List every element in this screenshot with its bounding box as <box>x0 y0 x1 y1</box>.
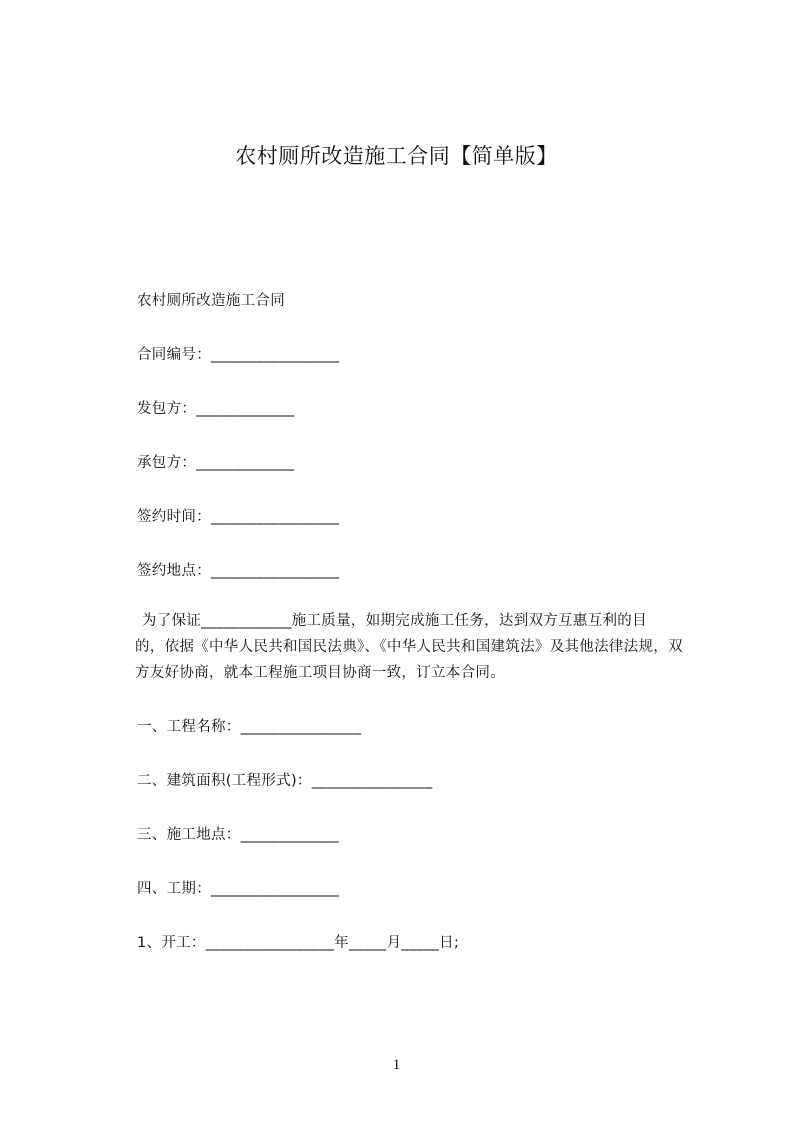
intro-line-3: 方友好协商，就本工程施工项目协商一致，订立本合同。 <box>135 665 505 681</box>
sign-place-field: 签约地点：_________________ <box>137 563 340 579</box>
section-duration: 四、工期：_________________ <box>137 881 340 897</box>
intro-paragraph <box>135 608 683 686</box>
section-project-name: 一、工程名称：________________ <box>137 719 362 735</box>
intro-line-2: 的，依据《中华人民共和国民法典》、《中华人民共和国建筑法》及其他法律法规，双 <box>135 639 683 655</box>
section-construction-site: 三、施工地点：_____________ <box>137 827 339 843</box>
sign-time-field: 签约时间：_________________ <box>137 509 340 525</box>
contract-number-field: 合同编号：_________________ <box>137 347 340 363</box>
intro-line-1: 为了保证____________施工质量，如期完成施工任务，达到双方互惠互利的目 <box>137 613 647 629</box>
contract-subtitle: 农村厕所改造施工合同 <box>137 293 285 309</box>
page-number: 1 <box>392 1057 401 1073</box>
section-building-area: 二、建筑面积(工程形式)：________________ <box>137 773 433 789</box>
party-b-field: 承包方：_____________ <box>137 455 295 471</box>
party-a-field: 发包方：_____________ <box>137 401 295 417</box>
start-date-field: 1、开工：_________________年_____月_____日; <box>137 935 460 951</box>
document-title: 农村厕所改造施工合同【简单版】 <box>235 144 558 168</box>
